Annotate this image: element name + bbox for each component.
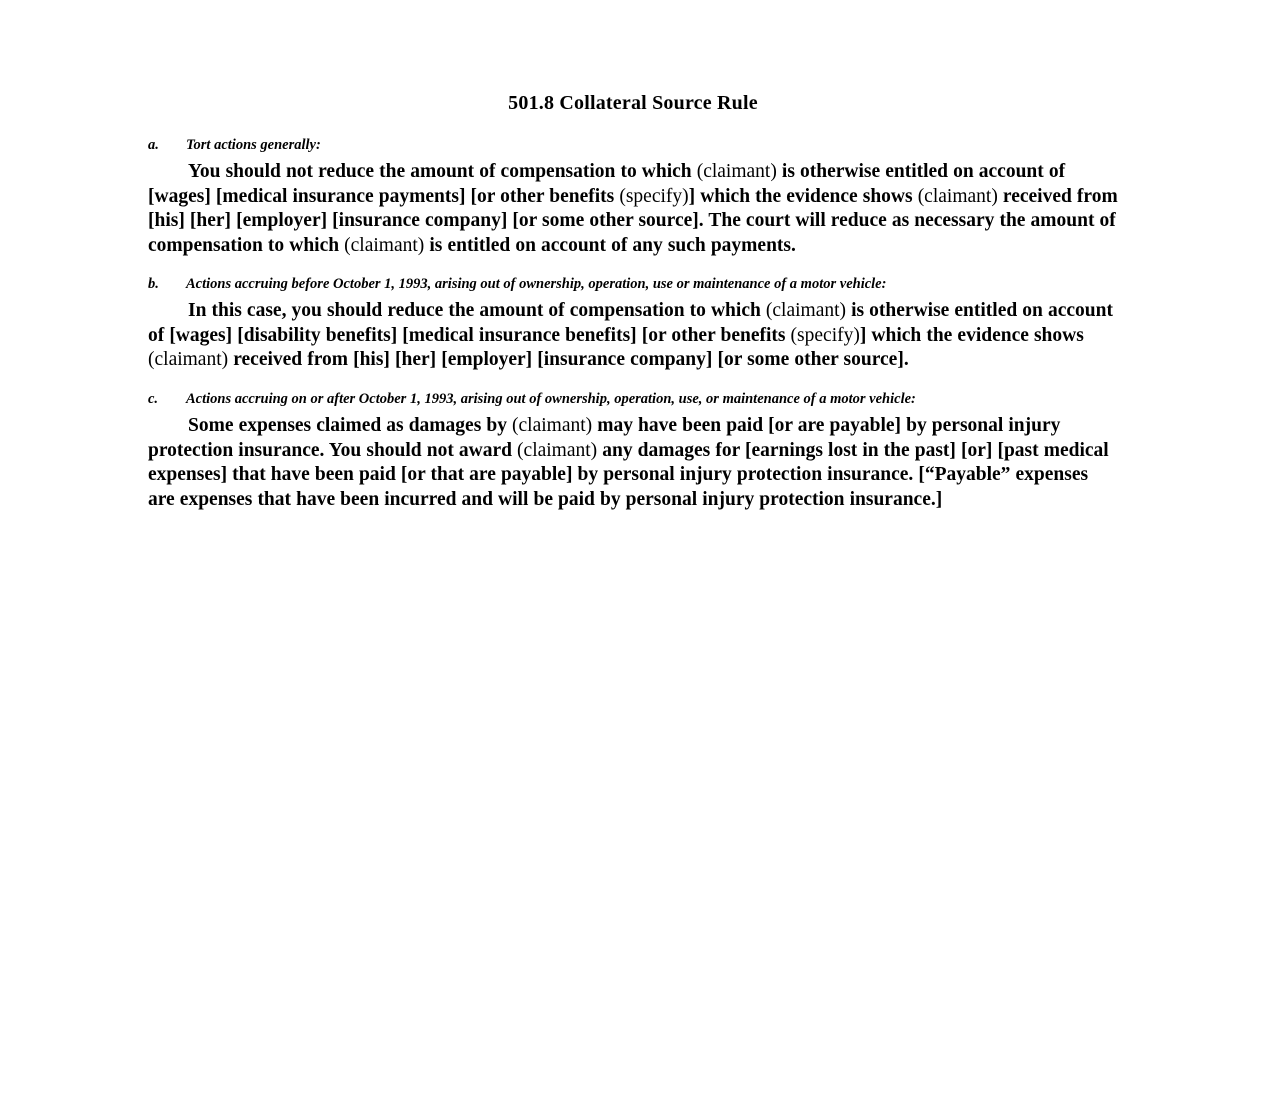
para-a-run-3: (specify) xyxy=(619,185,689,207)
para-a-run-5: (claimant) xyxy=(917,185,998,207)
section-letter-b: b. xyxy=(148,276,159,293)
para-c-run-3: (claimant) xyxy=(517,439,598,461)
para-b-run-2: is otherwise entitled on account of [wages] [disability benefits] [medical insurance benefits] [or other benefits xyxy=(148,300,1113,346)
section-letter-c: c. xyxy=(148,390,159,407)
para-a-run-0: You should not reduce the amount of compensation to which xyxy=(188,161,697,182)
section-paragraph-a xyxy=(148,160,1118,258)
para-a-run-8: is entitled on account of any such payments. xyxy=(424,234,796,256)
para-b-run-0: In this case, you should reduce the amount of compensation to which xyxy=(188,300,766,322)
section-label-a xyxy=(148,137,1118,154)
section-label-b xyxy=(148,276,1118,293)
section-label-c xyxy=(148,391,1118,408)
section-letter-a: a. xyxy=(148,137,159,153)
para-a-run-2: is otherwise entitled on account of [wages] [medical insurance payments] [or other benefits xyxy=(148,161,1066,207)
para-b-run-4: ] which the evidence shows xyxy=(859,324,1084,346)
section-paragraph-b xyxy=(148,299,1118,373)
para-b-run-6: received from [his] [her] [employer] [insurance company] [or some other source]. xyxy=(228,349,909,371)
para-c-run-1: (claimant) xyxy=(512,414,593,436)
para-a-run-6: received from [his] [her] [employer] [insurance company] [or some other source]. The court will reduce as necessary the amount of compensation to which xyxy=(148,185,1118,256)
para-a-run-7: (claimant) xyxy=(344,234,425,256)
section-heading-a: Tort actions generally: xyxy=(186,137,321,153)
para-a-run-1: (claimant) xyxy=(696,161,777,182)
para-b-run-5: (claimant) xyxy=(148,349,229,371)
para-c-run-4: any damages for [earnings lost in the past] [or] [past medical expenses] that have been paid [or that are payable] by personal injury protection insurance. [“Payable” expenses are expenses that have been incurred and will be paid by personal injury protection insurance.] xyxy=(148,439,1109,510)
section-heading-b: Actions accruing before October 1, 1993, arising out of ownership, operation, use or maintenance of a motor vehicle: xyxy=(186,276,887,293)
section-paragraph-c xyxy=(148,414,1118,512)
section-heading-c: Actions accruing on or after October 1, 1993, arising out of ownership, operation, use, or maintenance of a motor vehicle: xyxy=(186,390,916,407)
para-c-run-2: may have been paid [or are payable] by personal injury protection insurance. You should not award xyxy=(148,414,1061,461)
document-body xyxy=(148,92,1118,530)
page-title: 501.8 Collateral Source Rule xyxy=(508,92,758,114)
para-b-run-3: (specify) xyxy=(790,324,860,346)
para-a-run-4: ] which the evidence shows xyxy=(688,185,918,207)
para-b-run-1: (claimant) xyxy=(765,300,847,322)
para-c-run-0: Some expenses claimed as damages by xyxy=(188,414,513,436)
